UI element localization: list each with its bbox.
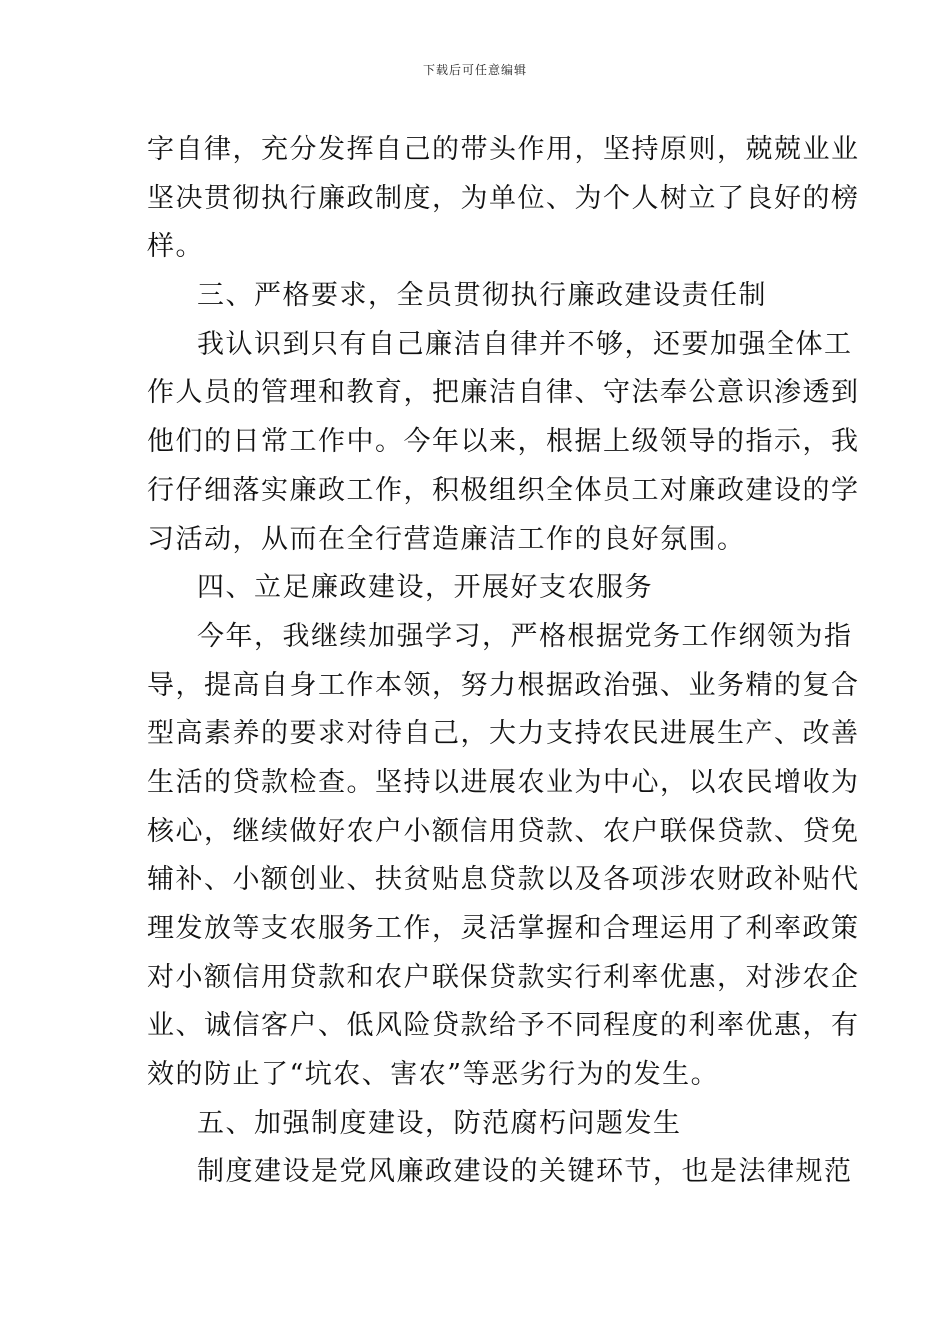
text-line: 型高素养的要求对待自己，大力支持农民进展生产、改善 bbox=[147, 718, 860, 750]
text-line: 理发放等支农服务工作，灵活掌握和合理运用了利率政策 bbox=[147, 913, 860, 944]
text-line: 字自律，充分发挥自己的带头作用，坚持原则，兢兢业业 bbox=[147, 134, 860, 165]
document-body bbox=[147, 126, 860, 1197]
text-line: 效的防止了“坑农、害农”等恶劣行为的发生。 bbox=[147, 1059, 720, 1091]
text-line: 五、加强制度建设，防范腐朽问题发生 bbox=[197, 1107, 682, 1139]
text-line: 制度建设是党风廉政建设的关键环节，也是法律规范 bbox=[197, 1156, 853, 1188]
text-line: 我认识到只有自己廉洁自律并不够，还要加强全体工 bbox=[197, 328, 853, 360]
text-line: 四、立足廉政建设，开展好支农服务 bbox=[197, 572, 653, 604]
text-line: 核心，继续做好农户小额信用贷款、农户联保贷款、贷免 bbox=[147, 815, 860, 847]
page-header: 下载后可任意编辑 bbox=[422, 63, 527, 77]
text-line: 习活动，从而在全行营造廉洁工作的良好氛围。 bbox=[147, 523, 746, 555]
text-line: 今年，我继续加强学习，严格根据党务工作纲领为指 bbox=[197, 620, 853, 652]
text-line: 生活的贷款检查。坚持以进展农业为中心，以农民增收为 bbox=[147, 766, 860, 798]
text-line: 导，提高自身工作本领，努力根据政治强、业务精的复合 bbox=[147, 669, 860, 701]
text-line: 他们的日常工作中。今年以来，根据上级领导的指示，我 bbox=[147, 426, 860, 458]
text-line: 行仔细落实廉政工作，积极组织全体员工对廉政建设的学 bbox=[147, 474, 860, 506]
text-line: 作人员的管理和教育，把廉洁自律、守法奉公意识渗透到 bbox=[147, 377, 860, 409]
text-line: 三、严格要求，全员贯彻执行廉政建设责任制 bbox=[197, 280, 767, 312]
text-line: 样。 bbox=[147, 231, 204, 263]
text-line: 坚决贯彻执行廉政制度，为单位、为个人树立了良好的榜 bbox=[147, 182, 860, 214]
text-line: 业、诚信客户、低风险贷款给予不同程度的利率优惠，有 bbox=[147, 1010, 860, 1042]
text-line: 辅补、小额创业、扶贫贴息贷款以及各项涉农财政补贴代 bbox=[147, 864, 860, 896]
text-line: 对小额信用贷款和农户联保贷款实行利率优惠，对涉农企 bbox=[147, 961, 860, 993]
